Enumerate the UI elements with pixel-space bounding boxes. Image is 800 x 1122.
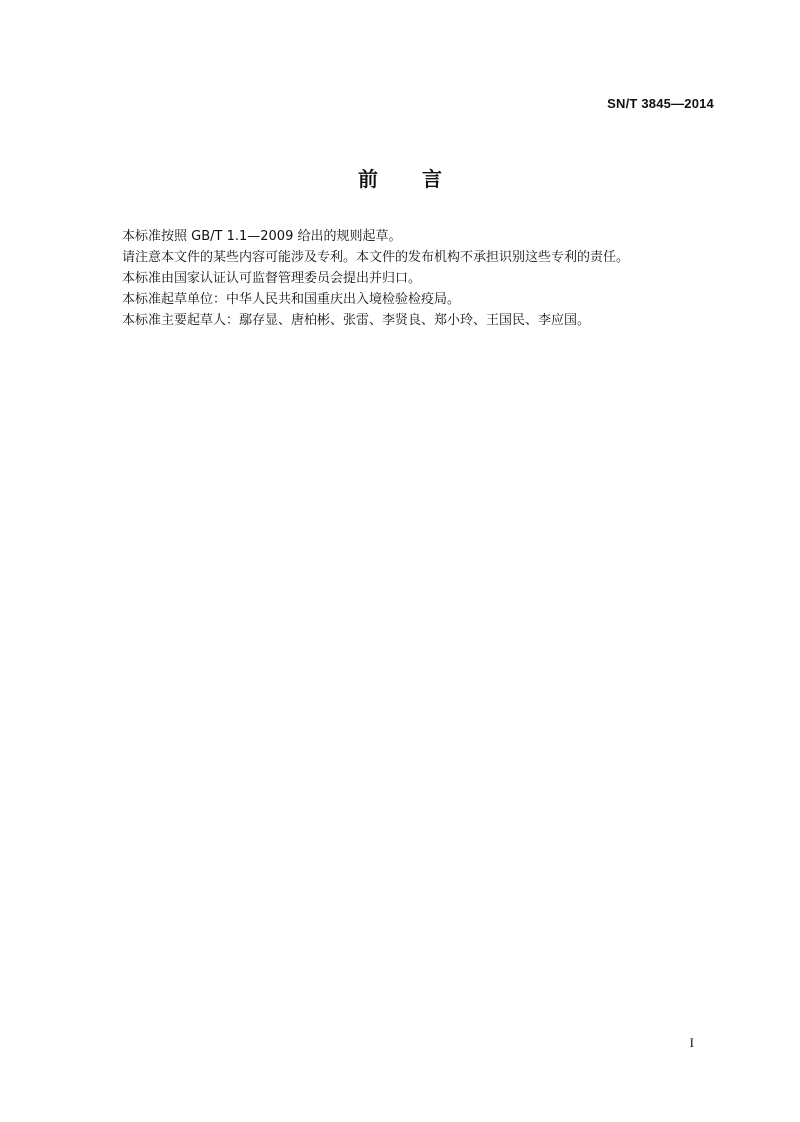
paragraph-drafting-rules: 本标准按照 GB/T 1.1—2009 给出的规则起草。 (122, 229, 402, 244)
foreword-body (122, 226, 722, 331)
paragraph-drafting-unit: 本标准起草单位：中华人民共和国重庆出入境检验检疫局。 (122, 292, 461, 307)
paragraph-drafters: 本标准主要起草人：鄢存显、唐柏彬、张雷、李贤良、郑小玲、王国民、李应国。 (122, 313, 591, 328)
paragraph-proposer: 本标准由国家认证认可监督管理委员会提出并归口。 (122, 271, 422, 286)
paragraph-patent-notice: 请注意本文件的某些内容可能涉及专利。本文件的发布机构不承担识别这些专利的责任。 (122, 250, 630, 265)
page-title: 前言 (358, 167, 486, 191)
page-number: I (689, 1035, 694, 1050)
standard-code: SN/T 3845—2014 (607, 96, 714, 111)
